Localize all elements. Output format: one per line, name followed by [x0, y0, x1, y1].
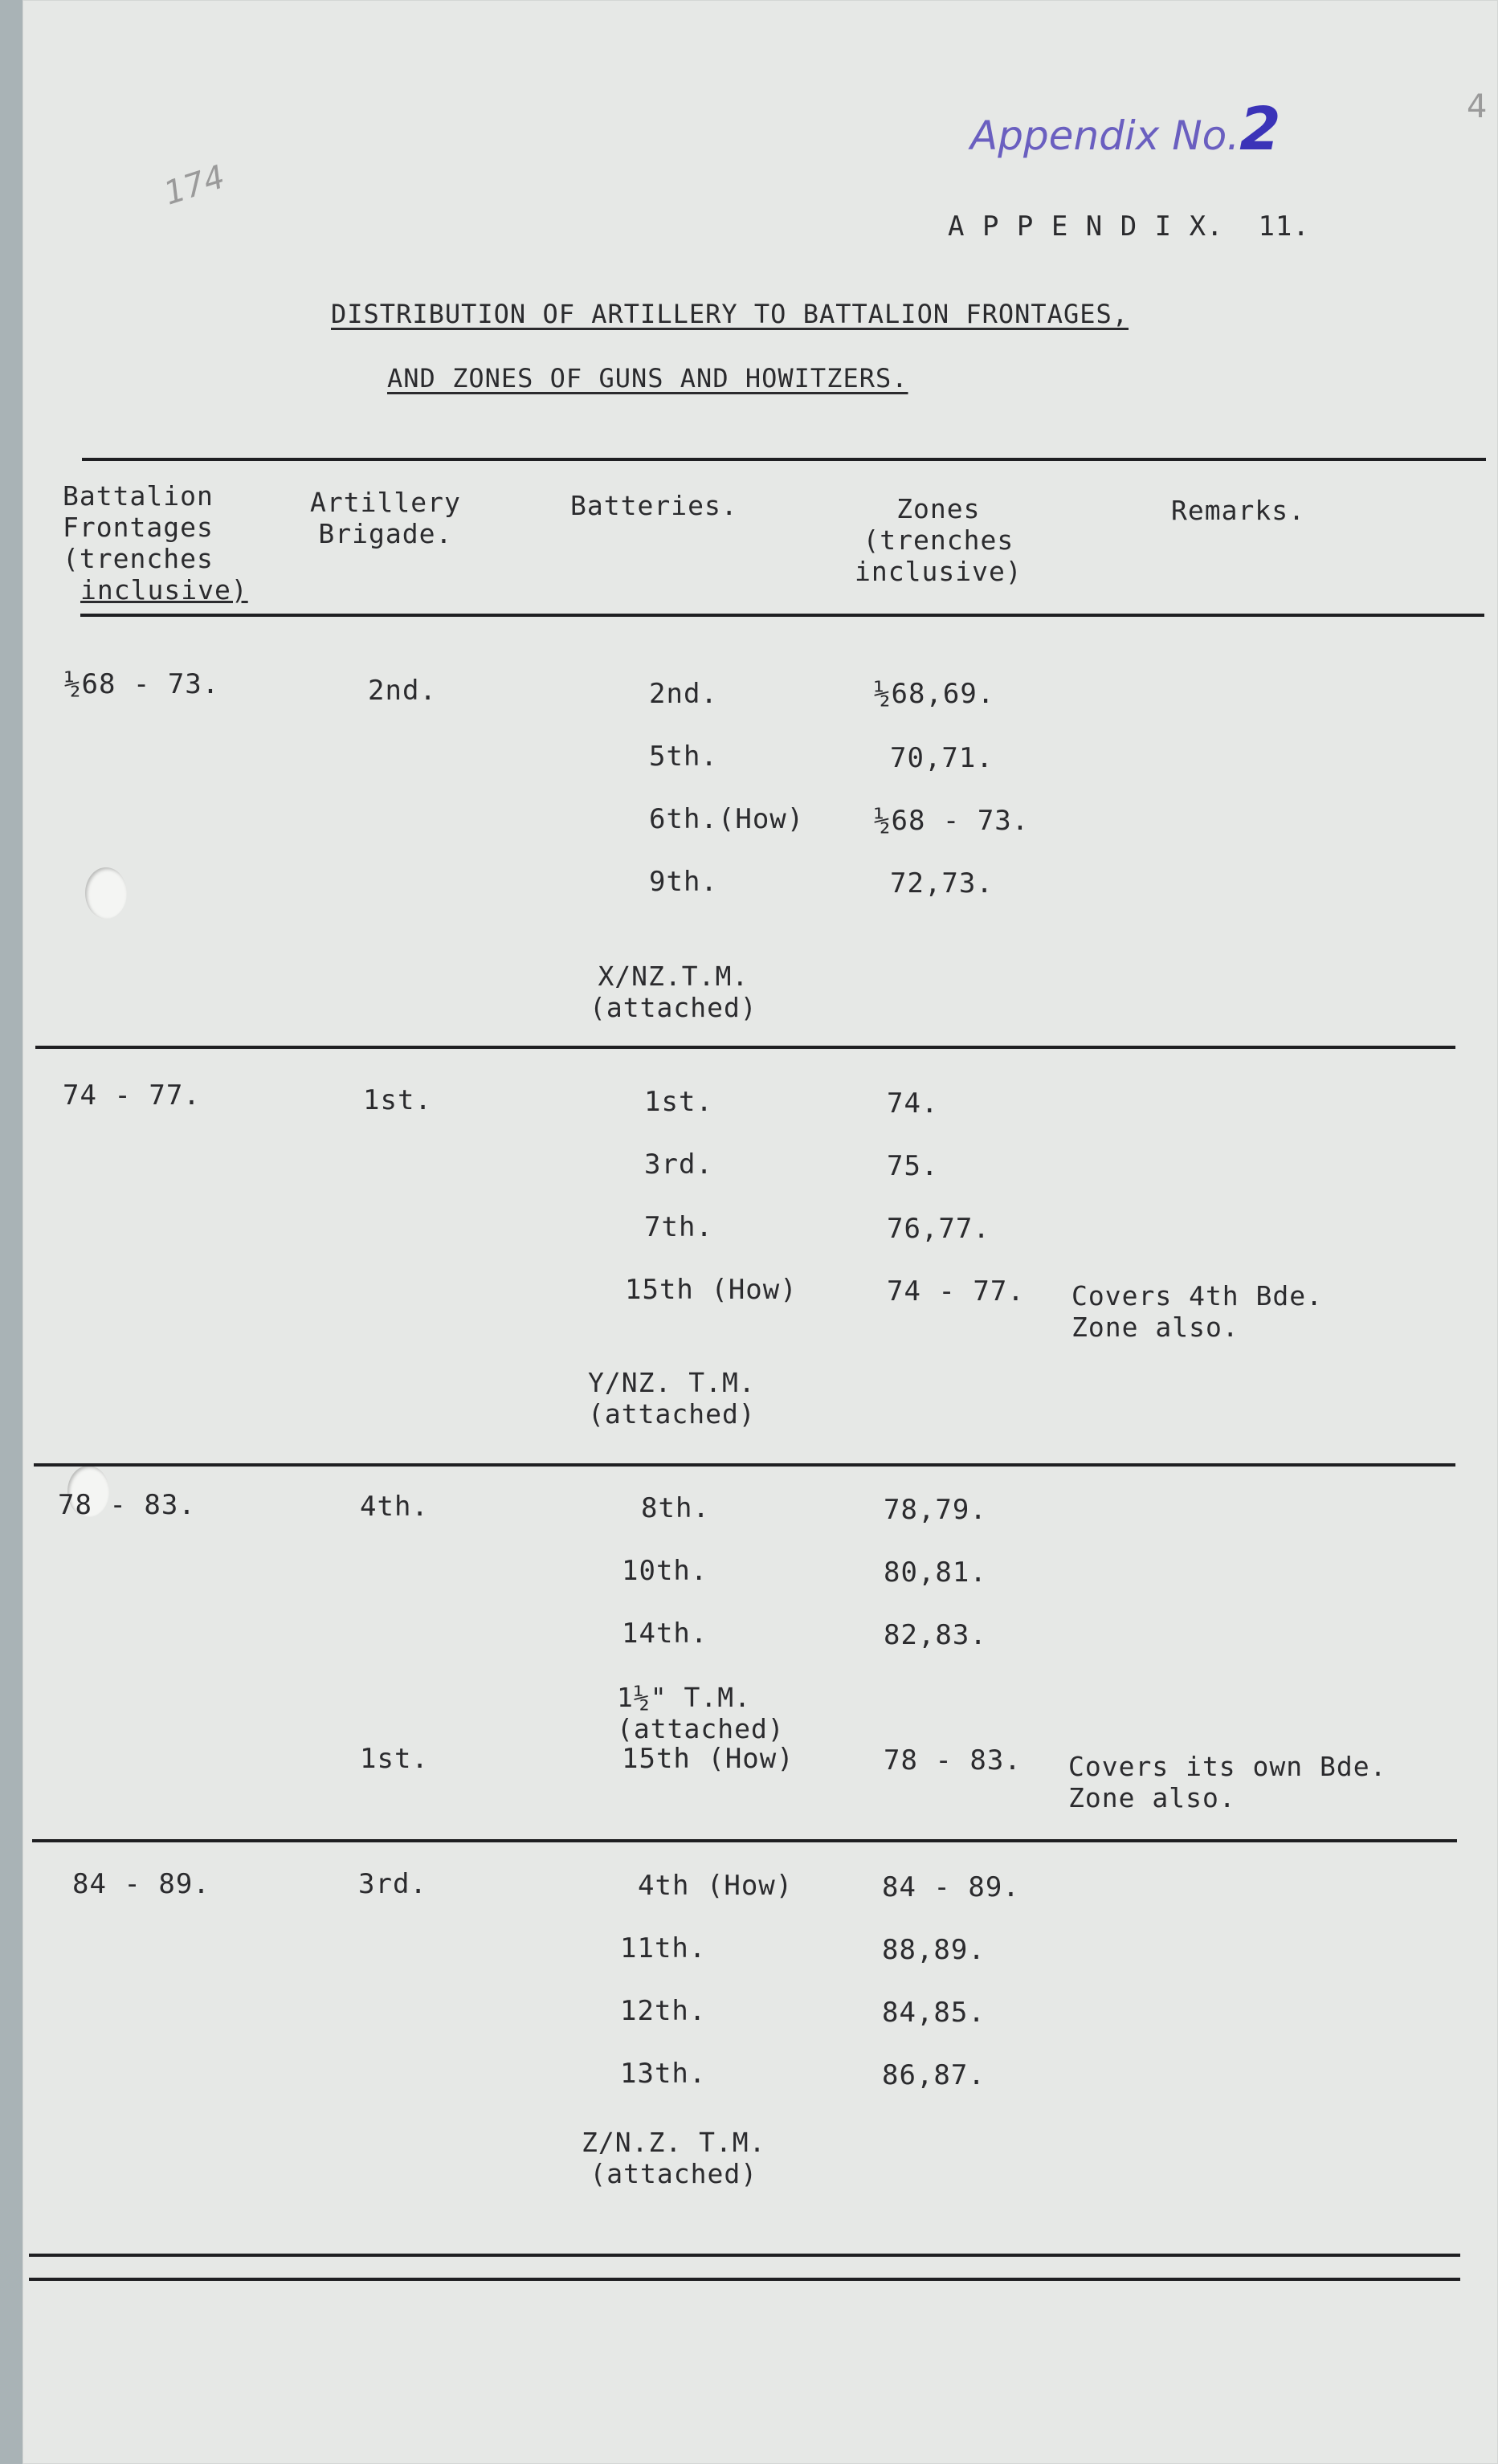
zone: 75.	[887, 1150, 939, 1182]
remarks: Covers 4th Bde. Zone also.	[1071, 1280, 1324, 1343]
battery: 15th (How)	[625, 1274, 798, 1306]
page-number: 4	[1467, 88, 1488, 125]
frontage: 74 - 77.	[63, 1079, 201, 1112]
attached-tm	[588, 1367, 756, 1430]
attached-text: (attached)	[590, 2158, 758, 2189]
header-zones	[855, 493, 1022, 587]
battery: 7th.	[644, 1211, 713, 1243]
attached-text: (attached)	[588, 1398, 756, 1430]
zone: 88,89.	[882, 1934, 986, 1966]
rule	[80, 614, 1484, 617]
attached-text: Y/NZ. T.M.	[588, 1367, 756, 1398]
battery: 2nd.	[649, 678, 718, 710]
battery: 9th.	[649, 866, 718, 898]
attached-tm	[590, 961, 757, 1023]
header-text: (trenches	[63, 543, 214, 574]
punch-hole	[85, 867, 127, 919]
stamp-text: Appendix No.	[970, 112, 1240, 159]
brigade: 3rd.	[358, 1868, 427, 1900]
battery: 5th.	[649, 740, 718, 773]
brigade: 2nd.	[368, 675, 437, 707]
zone: 70,71.	[890, 742, 994, 774]
frontage: 84 - 89.	[72, 1868, 210, 1900]
header-text: Brigade.	[318, 518, 453, 549]
header-text: Battalion	[63, 480, 214, 512]
appendix-stamp	[970, 95, 1281, 164]
brigade: 1st.	[360, 1743, 429, 1775]
header-text: Frontages	[63, 512, 214, 543]
battery: 13th.	[620, 2058, 707, 2090]
battery: 1st.	[644, 1086, 713, 1118]
header-text: Artillery	[310, 487, 461, 518]
header-text: (trenches	[863, 524, 1014, 556]
header-frontages	[63, 480, 248, 606]
zone: 86,87.	[882, 2059, 986, 2091]
battery: 6th.(How)	[649, 803, 805, 835]
zone: 76,77.	[887, 1213, 990, 1245]
battery: 14th.	[622, 1618, 708, 1650]
frontage: ½68 - 73.	[64, 668, 220, 700]
attached-text: (attached)	[617, 1713, 785, 1744]
battery: 10th.	[622, 1555, 708, 1587]
zone: 78,79.	[884, 1494, 987, 1526]
header-remarks: Remarks.	[1171, 495, 1305, 526]
battery: 3rd.	[644, 1148, 713, 1181]
battery: 8th.	[641, 1492, 710, 1524]
attached-text: 1½" T.M.	[617, 1682, 751, 1713]
remarks: Covers its own Bde. Zone also.	[1068, 1751, 1387, 1813]
document-page	[22, 0, 1498, 2464]
battery: 12th.	[620, 1995, 707, 2027]
zone: 82,83.	[884, 1619, 987, 1651]
attached-text: X/NZ.T.M.	[598, 961, 749, 992]
zone: 84 - 89.	[882, 1871, 1020, 1903]
rule	[82, 458, 1486, 461]
rule	[29, 2254, 1460, 2257]
pencil-folio: 174	[159, 158, 230, 213]
battery: 4th (How)	[638, 1870, 794, 1902]
frontage: 78 - 83.	[58, 1489, 196, 1521]
header-batteries: Batteries.	[570, 490, 738, 521]
zone: 74 - 77.	[887, 1275, 1025, 1307]
brigade: 4th.	[360, 1491, 429, 1523]
title-line-1: DISTRIBUTION OF ARTILLERY TO BATTALION FRONTAGES,	[331, 299, 1129, 329]
rule	[35, 1046, 1455, 1049]
zone: 72,73.	[890, 867, 994, 900]
zone: 84,85.	[882, 1997, 986, 2029]
rule	[32, 1839, 1457, 1842]
brigade: 1st.	[363, 1084, 432, 1116]
header-brigade	[310, 487, 461, 549]
header-text: inclusive)	[855, 556, 1022, 587]
battery: 11th.	[620, 1932, 707, 1964]
header-text: Zones	[896, 493, 981, 524]
zone: ½68 - 73.	[874, 805, 1030, 837]
title-line-2: AND ZONES OF GUNS AND HOWITZERS.	[387, 363, 908, 394]
zone: ½68,69.	[874, 678, 995, 710]
zone: 80,81.	[884, 1556, 987, 1589]
rule	[34, 1463, 1455, 1467]
appendix-heading: A P P E N D I X. 11.	[948, 210, 1310, 243]
stamp-number: 2	[1239, 95, 1281, 164]
header-text: inclusive)	[80, 574, 248, 606]
attached-tm	[617, 1682, 785, 1744]
attached-text: Z/N.Z. T.M.	[582, 2127, 766, 2158]
zone: 78 - 83.	[884, 1744, 1022, 1777]
attached-tm	[582, 2127, 766, 2189]
attached-text: (attached)	[590, 992, 757, 1023]
zone: 74.	[887, 1087, 939, 1120]
rule	[29, 2278, 1460, 2281]
battery: 15th (How)	[622, 1743, 794, 1775]
